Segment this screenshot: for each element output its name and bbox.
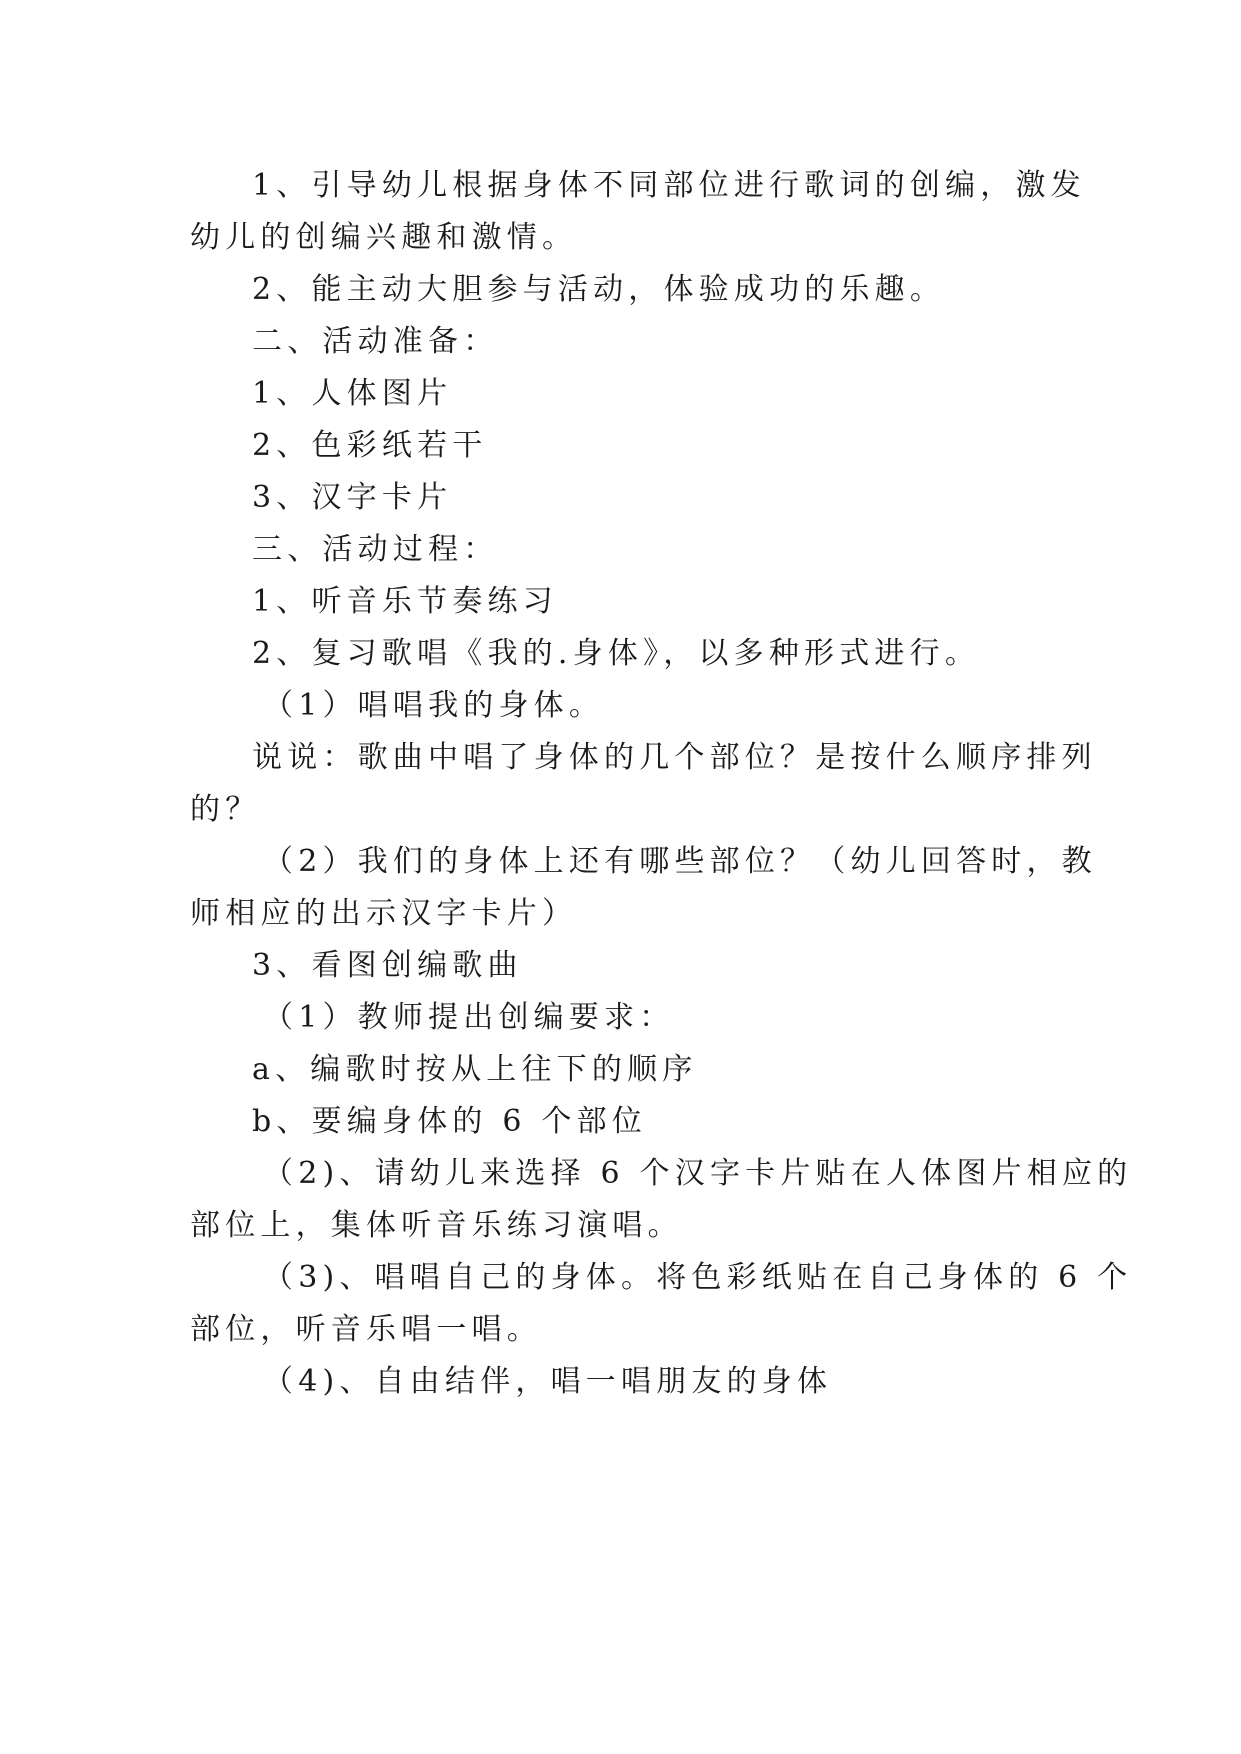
substep-2-2-line-2: 师相应的出示汉字卡片） xyxy=(190,896,578,931)
substep-2-1: （1）唱唱我的身体。 xyxy=(263,688,605,723)
substep-3-4: （4)、自由结伴，唱一唱朋友的身体 xyxy=(263,1364,833,1399)
process-step-1: 1、听音乐节奏练习 xyxy=(252,584,558,619)
process-step-3: 3、看图创编歌曲 xyxy=(252,948,523,983)
process-step-2: 2、复习歌唱《我的.身体》，以多种形式进行。 xyxy=(252,636,981,671)
substep-3-1: （1）教师提出创编要求： xyxy=(263,1000,675,1035)
requirement-b: b、要编身体的 6 个部位 xyxy=(252,1104,647,1139)
discussion-line-1: 说说：歌曲中唱了身体的几个部位？是按什么顺序排列 xyxy=(252,740,1097,775)
substep-3-3-line-2: 部位，听音乐唱一唱。 xyxy=(190,1312,542,1347)
goal-2: 2、能主动大胆参与活动，体验成功的乐趣。 xyxy=(252,272,946,307)
section-heading-preparation: 二、活动准备： xyxy=(252,324,499,359)
substep-3-2-line-1: （2)、请幼儿来选择 6 个汉字卡片贴在人体图片相应的 xyxy=(263,1156,1133,1191)
substep-2-2-line-1: （2）我们的身体上还有哪些部位？（幼儿回答时，教 xyxy=(263,844,1097,879)
goal-1-line-2: 幼儿的创编兴趣和激情。 xyxy=(190,220,578,255)
prep-item-3: 3、汉字卡片 xyxy=(252,480,453,515)
goal-1-line-1: 1、引导幼儿根据身体不同部位进行歌词的创编，激发 xyxy=(252,168,1086,203)
prep-item-2: 2、色彩纸若干 xyxy=(252,428,488,463)
prep-item-1: 1、人体图片 xyxy=(252,376,453,411)
substep-3-3-line-1: （3)、唱唱自己的身体。将色彩纸贴在自己身体的 6 个 xyxy=(263,1260,1133,1295)
substep-3-2-line-2: 部位上，集体听音乐练习演唱。 xyxy=(190,1208,683,1243)
discussion-line-2: 的？ xyxy=(190,792,261,827)
section-heading-process: 三、活动过程： xyxy=(252,532,499,567)
requirement-a: a、编歌时按从上往下的顺序 xyxy=(252,1052,698,1087)
